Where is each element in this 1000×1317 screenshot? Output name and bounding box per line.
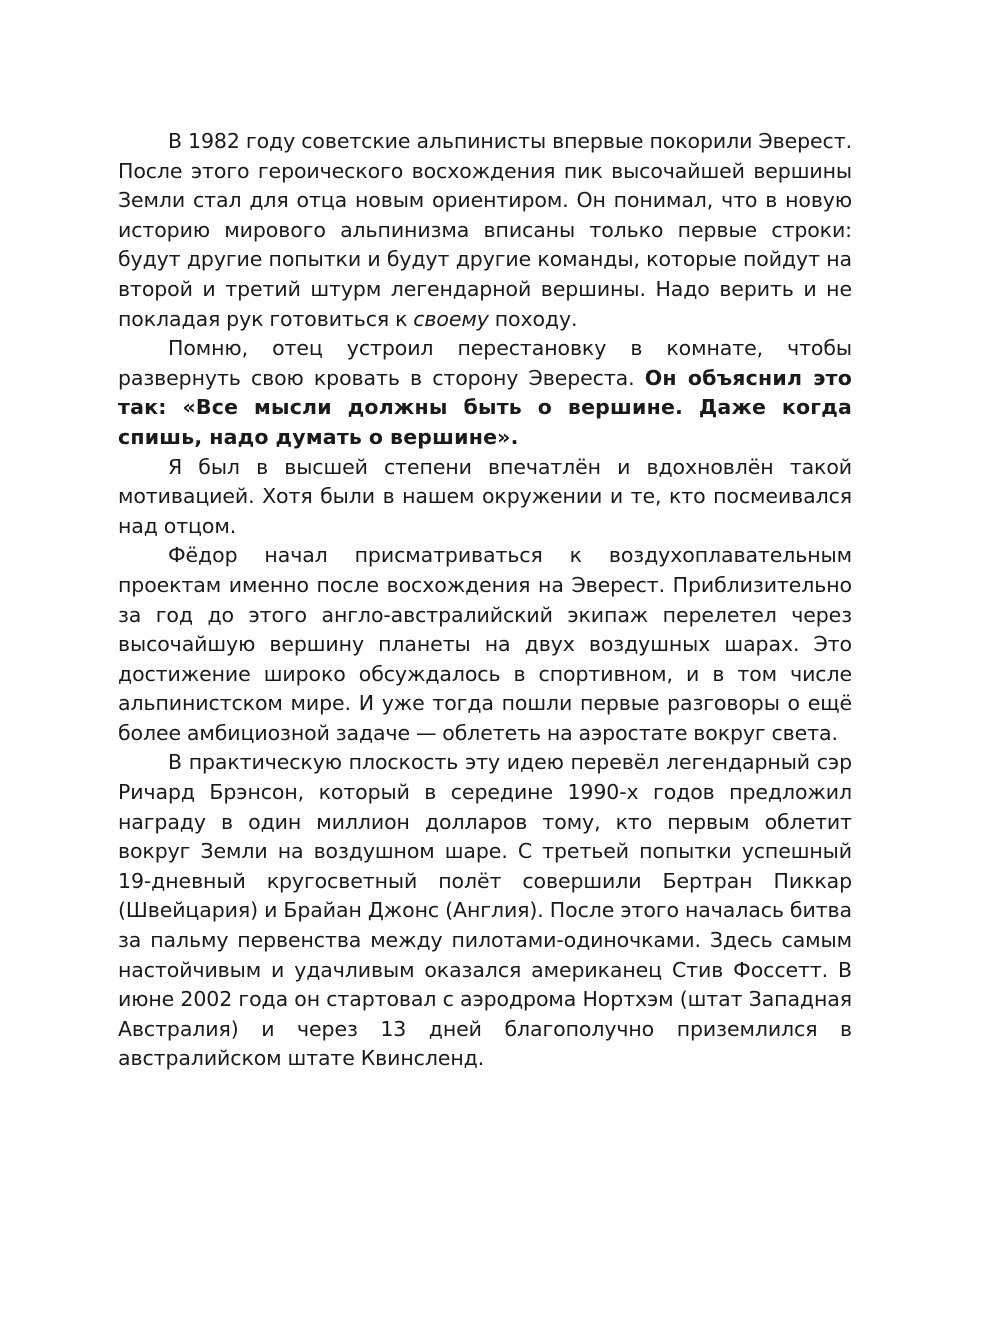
italic-emphasis: своему [413, 306, 489, 331]
paragraph-text: Помню, отец устроил перестановку в комнате, чтобы развернуть свою кровать в сторону Эвереста. [118, 336, 852, 390]
paragraph-text: Я был в высшей степени впечатлён и вдохновлён такой мотивацией. Хотя были в нашем окружении и те, кто посмеивался над отцом. [118, 454, 852, 538]
bold-quote: Он объяснил это так: «Все мысли должны быть о вершине. Даже когда спишь, надо думать о вершине». [118, 365, 852, 449]
paragraph-text: В 1982 году советские альпинисты впервые покорили Эверест. После этого героического восхождения пик высочайшей вершины Земли стал для отца новым ориентиром. Он понимал, что в новую историю мирового альпинизма вписаны только первые строки: будут другие попытки и будут другие команды, которые пойдут на второй и третий штурм легендарной вершины. Надо верить и не покладая рук готовиться к [118, 129, 852, 331]
paragraph-branson-prize [118, 748, 852, 1074]
paragraph-text-end: походу. [488, 306, 578, 331]
paragraph-motivation [118, 453, 852, 542]
paragraph-everest-1982 [118, 127, 852, 334]
paragraph-text: Фёдор начал присматриваться к воздухоплавательным проектам именно после восхождения на Эверест. Приблизительно за год до этого англо-австралийский экипаж перелетел через высочайшую вершину планеты на двух воздушных шарах. Это достижение широко обсуждалось в спортивном, и в том числе альпинистском мире. И уже тогда пошли первые разговоры о ещё более амбициозной задаче — облететь на аэростате вокруг света. [118, 543, 852, 745]
paragraph-bed-rearrangement [118, 334, 852, 452]
paragraph-text: В практическую плоскость эту идею перевёл легендарный сэр Ричард Брэнсон, который в середине 1990-х годов предложил награду в один миллион долларов тому, кто первым облетит вокруг Земли на воздушном шаре. С третьей попытки успешный 19-дневный кругосветный полёт совершили Бертран Пиккар (Швейцария) и Брайан Джонс (Англия). После этого началась битва за пальму первенства между пилотами-одиночками. Здесь самым настойчивым и удачливым оказался американец Стив Фоссетт. В июне 2002 года он стартовал с аэродрома Нортхэм (штат Западная Австралия) и через 13 дней благополучно приземлился в австралийском штате Квинсленд. [118, 750, 852, 1071]
paragraph-ballooning [118, 541, 852, 748]
body-text [118, 127, 852, 1074]
